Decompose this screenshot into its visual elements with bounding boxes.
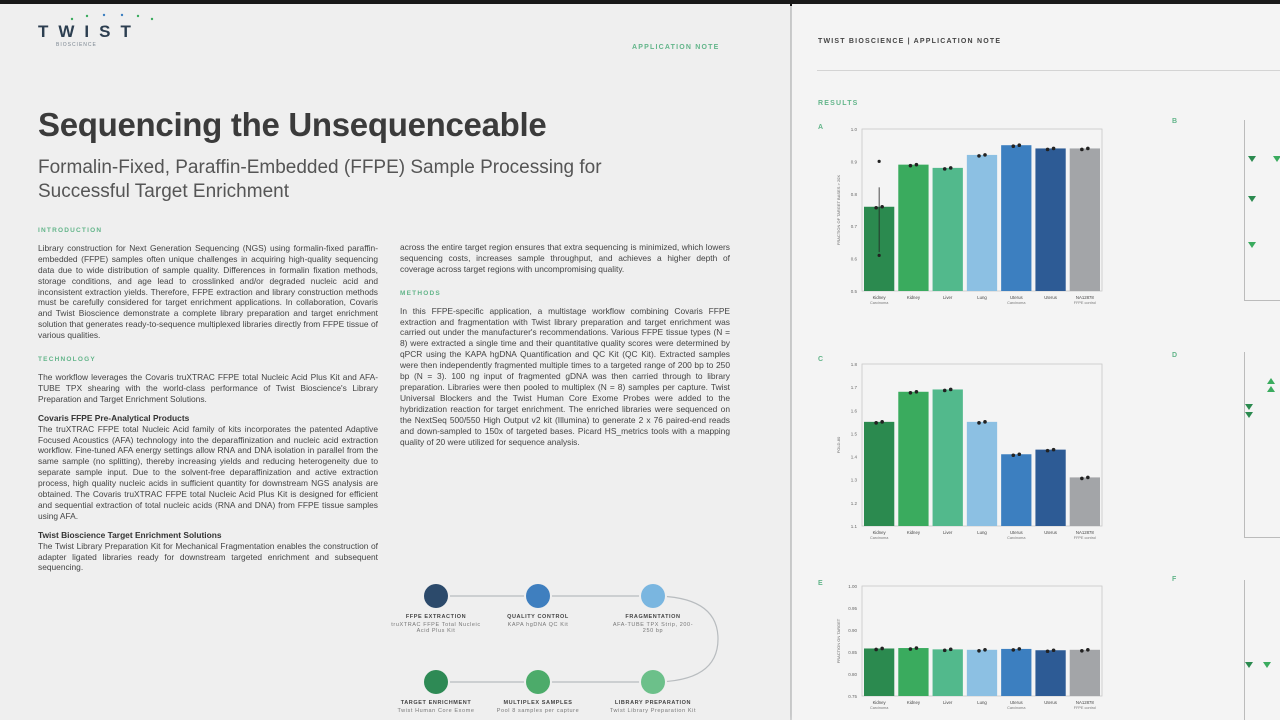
data-point (943, 167, 947, 171)
data-point (1017, 143, 1021, 147)
data-point (977, 421, 981, 425)
data-point (878, 160, 881, 163)
data-point (943, 649, 947, 653)
bar (1001, 454, 1031, 526)
x-tick-label: Uterus (1009, 700, 1023, 705)
bar (933, 649, 963, 696)
continued-text: across the entire target region ensures that extra sequencing is minimized, which lowers sequencing costs, increases sample throughput, and achieves a higher depth of coverage across target regions with uncompromising quality. (400, 242, 730, 274)
x-tick-label: Uterus (1009, 530, 1023, 535)
chart-f-edge (1244, 580, 1280, 720)
twist-dot-icon (526, 670, 550, 694)
y-tick-label: 1.8 (850, 362, 857, 367)
y-tick-label: 0.7 (850, 224, 857, 230)
x-tick-label: Liver (943, 295, 953, 300)
panel-a-label: A (818, 124, 825, 131)
data-point (1052, 448, 1056, 452)
data-point (915, 646, 919, 650)
y-tick-label: 0.95 (848, 606, 857, 611)
data-point (977, 154, 981, 158)
data-point (909, 164, 913, 168)
bar (967, 155, 997, 291)
page-subtitle: Formalin-Fixed, Paraffin-Embedded (FFPE) Sample Processing for Successful Target Enrichment (38, 157, 602, 202)
x-tick-label: Kidney (906, 295, 920, 300)
data-point (874, 421, 878, 425)
data-point (1080, 649, 1084, 653)
x-tick-sublabel: FFPE control (1073, 301, 1096, 305)
data-point (1017, 452, 1021, 456)
data-point (949, 166, 953, 170)
bar (1001, 145, 1031, 291)
bar (1035, 450, 1065, 526)
x-tick-label: Kidney (872, 700, 886, 705)
x-tick-label: Uterus (1044, 700, 1057, 705)
data-point (1017, 647, 1021, 651)
workflow-step-desc: Pool 8 samples per capture (496, 708, 580, 714)
x-tick-label: NA12878 (1075, 295, 1094, 300)
bar (898, 165, 928, 291)
bar (967, 650, 997, 696)
x-tick-sublabel: Carcinoma (869, 536, 889, 540)
data-point (1052, 648, 1056, 652)
data-point (878, 254, 881, 257)
y-tick-label: 1.1 (850, 524, 857, 529)
quality-dot-icon (526, 584, 550, 608)
bar (933, 168, 963, 291)
workflow-step-desc: Twist Human Core Exome (397, 708, 475, 714)
bar (898, 648, 928, 696)
x-tick-sublabel: FFPE control (1073, 706, 1096, 710)
y-axis-label: FOLD-80 (836, 436, 841, 454)
bar (1035, 650, 1065, 696)
left-column (38, 226, 378, 573)
right-column (400, 242, 730, 447)
data-point (874, 648, 878, 652)
data-point (949, 648, 953, 652)
bar (1070, 148, 1100, 291)
panel-d-label: D (1172, 352, 1179, 359)
data-point (880, 205, 884, 209)
page-title: Sequencing the Unsequenceable (38, 106, 547, 143)
twist-solutions-text: The Twist Library Preparation Kit for Mechanical Fragmentation enables the construction of adapter ligated libraries ready for downstream targeted enrichment and subsequent sequencing. (38, 540, 378, 573)
twist-dot-icon (641, 670, 665, 694)
covaris-c-icon (641, 584, 665, 608)
x-tick-label: Kidney (872, 295, 886, 300)
data-point (1046, 649, 1050, 653)
covaris-text: The truXTRAC FFPE total Nucleic Acid family of kits incorporates the patented Adaptive Focused Acoustics (AFA) technology into the deparaffinization and nucleic acid extraction workflow. Fine-tuned AFA energy settings allow RNA and DNA isolation in parallel from the same sample (no splitting), thereby increasing yields and reducing heterogeneity due to separate sample input. Due to the solvent-free deparaffinization and active extraction process, high quality nucleic acids in sufficient quantity for downstream NGS analysis are obtained. The Covaris truXTRAC FFPE total Nucleic Acid Plus Kit is designed for efficient and sequential extraction of total nucleic acids (RNA and DNA) from FFPE tissue samples using AFA. (38, 423, 378, 521)
x-tick-label: Kidney (906, 700, 920, 705)
x-tick-label: Liver (943, 700, 953, 705)
workflow-step-label: QUALITY CONTROL (507, 614, 569, 620)
right-page-header: TWIST BIOSCIENCE | APPLICATION NOTE (818, 38, 1002, 45)
panel-c-label: C (818, 356, 825, 363)
data-point (983, 420, 987, 424)
x-tick-label: Uterus (1044, 530, 1057, 535)
data-point (949, 388, 953, 392)
covaris-heading: Covaris FFPE Pre-Analytical Products (38, 412, 190, 423)
workflow-step-label: FRAGMENTATION (625, 614, 681, 620)
x-tick-label: Lung (977, 530, 987, 535)
y-tick-label: 0.85 (848, 650, 857, 655)
chart-b-edge (1244, 120, 1280, 301)
data-point (1080, 477, 1084, 481)
y-axis-label: FRACTION ON TARGET (836, 618, 841, 664)
data-point (1086, 147, 1090, 151)
data-point (915, 163, 919, 167)
y-tick-label: 1.00 (848, 584, 857, 589)
y-tick-label: 0.5 (850, 289, 857, 294)
data-point (1046, 449, 1050, 453)
y-tick-label: 0.6 (850, 256, 857, 262)
data-point (874, 206, 878, 210)
panel-e-label: E (818, 580, 824, 587)
x-tick-sublabel: Carcinoma (869, 301, 889, 305)
technology-text: The workflow leverages the Covaris truXTRAC FFPE total Nucleic Acid Plus Kit and AFA-TUBE TPX shearing with the world-class performance of Twist Bioscience's Library Preparation and Target Enrichment Solutions. (38, 371, 378, 404)
bar (1070, 650, 1100, 696)
application-note-tag: APPLICATION NOTE (632, 44, 720, 51)
y-tick-label: 0.75 (848, 694, 857, 699)
workflow-step-label: MULTIPLEX SAMPLES (503, 700, 573, 706)
logo-dots-icon (52, 13, 167, 25)
y-tick-label: 0.9 (850, 159, 857, 165)
data-point (983, 153, 987, 157)
data-point (943, 389, 947, 393)
y-tick-label: 1.6 (850, 408, 857, 414)
y-axis-label: FRACTION OF TARGET BASES > 20X (836, 174, 841, 246)
workflow-connector (398, 574, 758, 720)
panel-f-label: F (1172, 576, 1178, 583)
bar (967, 422, 997, 526)
intro-text: Library construction for Next Generation Sequencing (NGS) using formalin-fixed paraffin-embedded (FFPE) samples often unique challenges in acquiring high-quality sequencing data due to wide distribution of sample quality. Differences in formalin fixation methods, storage conditions, and age lead to crosslinked and/or degraded nucleic acid and inconsistent extraction yields. Therefore, FFPE extraction and library construction methods must be carefully considered for target enrichment applications. In collaboration, Covaris and Twist Bioscience demonstrate a complete library preparation and target enrichment solution that generates ready-to-sequence multiplexed libraries directly from FFPE tissue of various qualities. (38, 242, 378, 341)
data-point (1052, 147, 1056, 151)
twist-dot-icon (424, 670, 448, 694)
logo-word: TWIST (38, 22, 141, 41)
data-point (1086, 476, 1090, 480)
data-point (909, 647, 913, 651)
panel-b-label: B (1172, 118, 1179, 125)
technology-heading: TECHNOLOGY (38, 356, 96, 364)
results-heading: RESULTS (818, 100, 859, 107)
data-point (880, 420, 884, 424)
workflow-step-desc: KAPA hgDNA QC Kit (507, 622, 569, 628)
x-tick-label: NA12878 (1075, 530, 1094, 535)
x-tick-label: Lung (977, 295, 987, 300)
workflow-step-desc: Twist Library Preparation Kit (609, 708, 697, 714)
data-point (983, 648, 987, 652)
bar (1001, 649, 1031, 696)
chart-e (812, 576, 1112, 720)
methods-text: In this FFPE-specific application, a multistage workflow combining Covaris FFPE extraction and fragmentation with Twist library preparation and target enrichment was carried out under the manufacturer's recommendations. Various FFPE tissue types (N = 8) were extracted a single time and their quantitative quality scores were determined by qPCR using the KAPA hgDNA Quantification and QC Kit (QC Kit). Extracted samples were then independently fragmented multiple times to a targeted range of 200 bp to 250 bp (N = 3). 100 ng input of fragmented gDNA was then carried through to library preparation. Libraries were then pooled to multiplex (N = 8) samples per capture. Twist Universal Blockers and the Twist Human Core Exome Probes were added to the hybridization reaction for target enrichment. The enriched libraries were sequenced on the NextSeq 500/550 High Output v2 kit (Illumina) to generate 2 x 76 paired-end reads and down-sampled to 150x of targeted bases. Picard HS_metrics tools with a mapping quality of 20 were utilized for sequence analysis. (400, 305, 730, 447)
chart-a (812, 119, 1112, 354)
data-point (1046, 148, 1050, 152)
bar (864, 648, 894, 696)
x-tick-label: Kidney (872, 530, 886, 535)
x-tick-label: Lung (977, 700, 987, 705)
x-tick-label: Liver (943, 530, 953, 535)
workflow-step-label: LIBRARY PREPARATION (614, 700, 692, 706)
workflow-step-label: FFPE EXTRACTION (405, 614, 467, 620)
y-tick-label: 0.8 (850, 191, 857, 197)
data-point (1011, 453, 1015, 457)
data-point (909, 391, 913, 395)
y-tick-label: 0.80 (848, 672, 857, 677)
chart-d-edge (1244, 352, 1280, 538)
y-tick-label: 1.5 (850, 431, 857, 437)
header-rule (817, 70, 1280, 71)
twist-solutions-heading: Twist Bioscience Target Enrichment Solutions (38, 529, 222, 540)
x-tick-label: NA12878 (1075, 700, 1094, 705)
x-tick-label: Uterus (1044, 295, 1057, 300)
bar (1070, 477, 1100, 526)
bar (1035, 148, 1065, 291)
x-tick-sublabel: Carcinoma (1007, 301, 1026, 305)
workflow-step-desc: truXTRAC FFPE Total Nucleic Acid Plus Kit (391, 622, 481, 634)
x-tick-label: Uterus (1009, 295, 1023, 300)
bar (898, 392, 928, 526)
workflow-step-desc: AFA-TUBE TPX Strip, 200-250 bp (612, 622, 694, 634)
bar (933, 389, 963, 526)
x-tick-sublabel: Carcinoma (1007, 706, 1026, 710)
chart-c (812, 354, 1112, 589)
y-tick-label: 1.2 (850, 500, 857, 506)
x-tick-sublabel: FFPE control (1073, 536, 1096, 540)
logo-sub: BIOSCIENCE (56, 42, 97, 48)
data-point (915, 390, 919, 394)
y-tick-label: 1.7 (850, 385, 857, 391)
x-tick-sublabel: Carcinoma (869, 706, 889, 710)
covaris-c-icon (424, 584, 448, 608)
data-point (1080, 148, 1084, 152)
right-page (792, 4, 1280, 720)
y-tick-label: 1.0 (850, 127, 857, 132)
bar (864, 422, 894, 526)
left-page (0, 4, 790, 720)
intro-heading: INTRODUCTION (38, 227, 103, 234)
workflow-diagram (391, 574, 758, 720)
x-tick-sublabel: Carcinoma (1007, 536, 1026, 540)
twist-logo (38, 22, 141, 48)
data-point (1011, 648, 1015, 652)
y-tick-label: 1.4 (850, 454, 857, 460)
data-point (880, 647, 884, 651)
y-tick-label: 1.3 (850, 477, 857, 483)
y-tick-label: 0.90 (848, 628, 857, 633)
data-point (977, 649, 981, 653)
methods-heading: METHODS (400, 289, 441, 297)
data-point (1086, 648, 1090, 652)
workflow-step-label: TARGET ENRICHMENT (400, 700, 472, 706)
x-tick-label: Kidney (906, 530, 920, 535)
data-point (1011, 144, 1015, 148)
